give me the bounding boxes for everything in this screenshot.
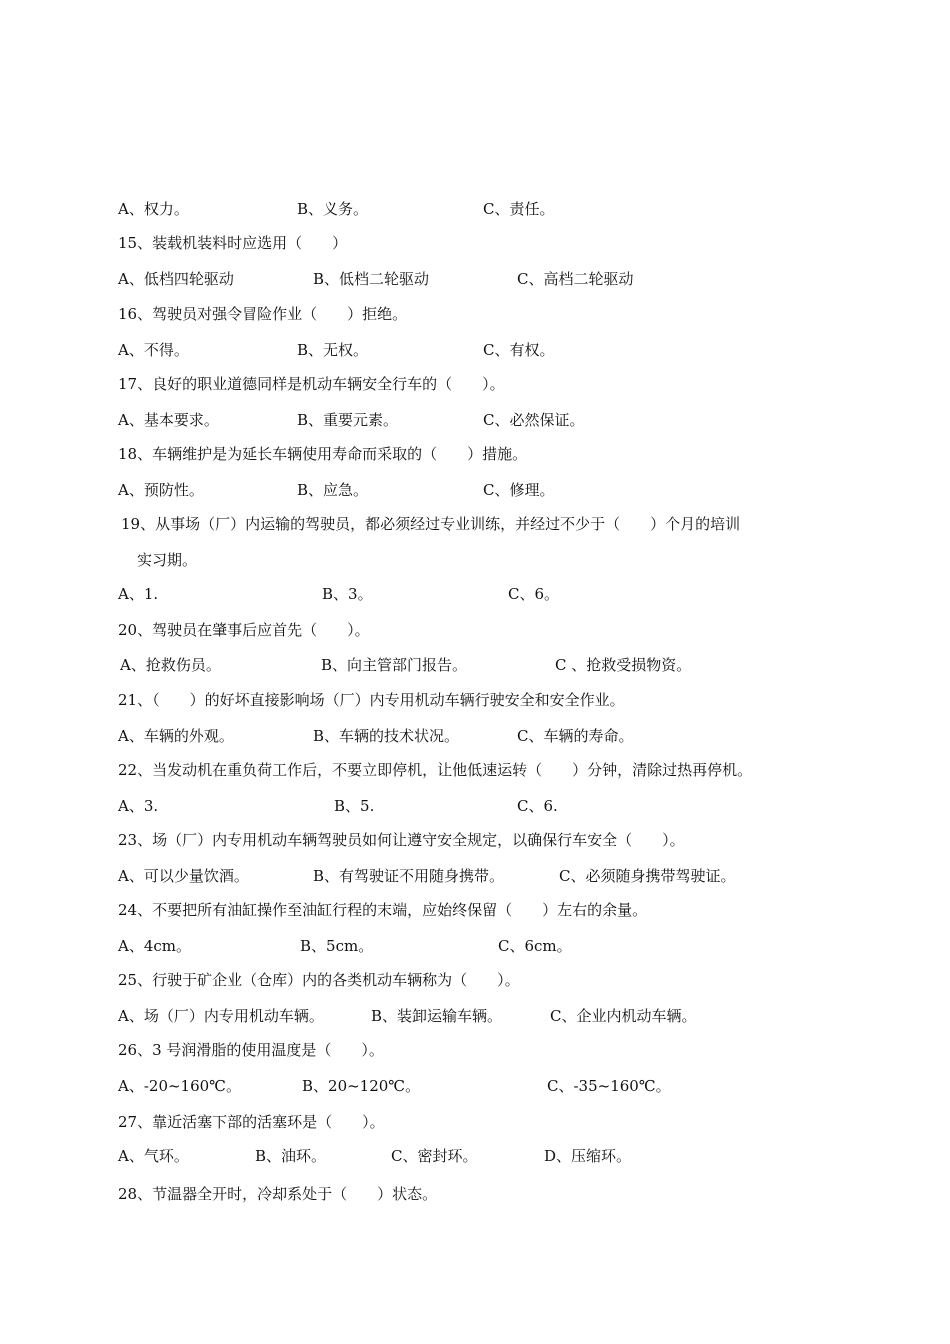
answer-option: B、重要元素。: [297, 411, 399, 429]
question-text: 18、车辆维护是为延长车辆使用寿命而采取的（ ）措施。: [118, 445, 528, 463]
question-text: 16、驾驶员对强令冒险作业（ ）拒绝。: [118, 305, 408, 323]
options-row: [0, 410, 950, 430]
options-row: [0, 340, 950, 360]
options-row: [0, 1146, 950, 1166]
answer-option: C、车辆的寿命。: [517, 727, 634, 745]
answer-option: B、向主管部门报告。: [321, 656, 468, 674]
options-row: [0, 1006, 950, 1026]
question-text: 20、驾驶员在肇事后应首先（ ）。: [118, 621, 370, 639]
answer-option: B、油环。: [255, 1147, 327, 1165]
options-row: [0, 480, 950, 500]
question-text: 15、装载机装料时应选用（ ）: [118, 234, 348, 252]
answer-option: A、预防性。: [118, 481, 204, 499]
answer-option: B、装卸运输车辆。: [371, 1007, 503, 1025]
question-text: 21、（ ）的好坏直接影响场（厂）内专用机动车辆行驶安全和安全作业。: [118, 691, 625, 709]
question-text: 28、节温器全开时，冷却系处于（ ）状态。: [118, 1185, 438, 1203]
answer-option: A、3.: [118, 797, 159, 815]
answer-option: C、密封环。: [391, 1147, 478, 1165]
question-text: 26、3 号润滑脂的使用温度是（ ）。: [118, 1041, 384, 1059]
options-row: [0, 936, 950, 956]
answer-option: A、抢救伤员。: [120, 656, 221, 674]
answer-option: C、有权。: [483, 341, 555, 359]
answer-option: B、有驾驶证不用随身携带。: [313, 867, 505, 885]
question-text: 19、从事场（厂）内运输的驾驶员，都必须经过专业训练，并经过不少于（ ）个月的培训: [121, 515, 741, 533]
answer-option: A、权力。: [118, 200, 189, 218]
answer-option: A、可以少量饮酒。: [118, 867, 249, 885]
answer-option: A、1.: [118, 585, 159, 603]
options-row: [0, 726, 950, 746]
question-text: 实习期。: [137, 551, 198, 569]
answer-option: C、6cm。: [498, 937, 572, 955]
question-text: 25、行驶于矿企业（仓库）内的各类机动车辆称为（ ）。: [118, 971, 520, 989]
question-text: 17、良好的职业道德同样是机动车辆安全行车的（ ）。: [118, 375, 505, 393]
question-text: 22、当发动机在重负荷工作后，不要立即停机，让他低速运转（ ）分钟，清除过热再停机。: [118, 761, 753, 779]
answer-option: C、企业内机动车辆。: [550, 1007, 697, 1025]
answer-option: B、应急。: [297, 481, 369, 499]
question-text: 23、场（厂）内专用机动车辆驾驶员如何让遵守安全规定，以确保行车安全（ ）。: [118, 831, 685, 849]
answer-option: D、压缩环。: [544, 1147, 632, 1165]
options-row: [0, 866, 950, 886]
answer-option: C、6.: [517, 797, 558, 815]
options-row: [0, 584, 950, 604]
options-row: [0, 1076, 950, 1096]
answer-option: A、场（厂）内专用机动车辆。: [118, 1007, 324, 1025]
answer-option: A、低档四轮驱动: [118, 270, 234, 288]
answer-option: B、3。: [322, 585, 373, 603]
answer-option: B、20~120℃。: [302, 1077, 421, 1095]
answer-option: A、-20~160℃。: [118, 1077, 241, 1095]
answer-option: B、5.: [334, 797, 375, 815]
question-text: 24、不要把所有油缸操作至油缸行程的末端，应始终保留（ ）左右的余量。: [118, 901, 648, 919]
answer-option: B、义务。: [297, 200, 369, 218]
answer-option: B、无权。: [297, 341, 369, 359]
options-row: [0, 269, 950, 289]
answer-option: C 、抢救受损物资。: [555, 656, 692, 674]
answer-option: A、基本要求。: [118, 411, 219, 429]
answer-option: A、不得。: [118, 341, 189, 359]
answer-option: C、修理。: [483, 481, 555, 499]
options-row: [0, 199, 950, 219]
answer-option: B、低档二轮驱动: [313, 270, 430, 288]
answer-option: C、必然保证。: [483, 411, 585, 429]
answer-option: B、车辆的技术状况。: [313, 727, 460, 745]
options-row: [0, 796, 950, 816]
question-text: 27、靠近活塞下部的活塞环是（ ）。: [118, 1113, 385, 1131]
options-row: [0, 655, 950, 675]
answer-option: C、6。: [508, 585, 560, 603]
answer-option: A、气环。: [118, 1147, 189, 1165]
answer-option: C、高档二轮驱动: [517, 270, 634, 288]
answer-option: C、必须随身携带驾驶证。: [559, 867, 736, 885]
answer-option: A、4cm。: [118, 937, 192, 955]
answer-option: C、-35~160℃。: [547, 1077, 671, 1095]
answer-option: B、5cm。: [300, 937, 374, 955]
answer-option: C、责任。: [483, 200, 555, 218]
answer-option: A、车辆的外观。: [118, 727, 234, 745]
